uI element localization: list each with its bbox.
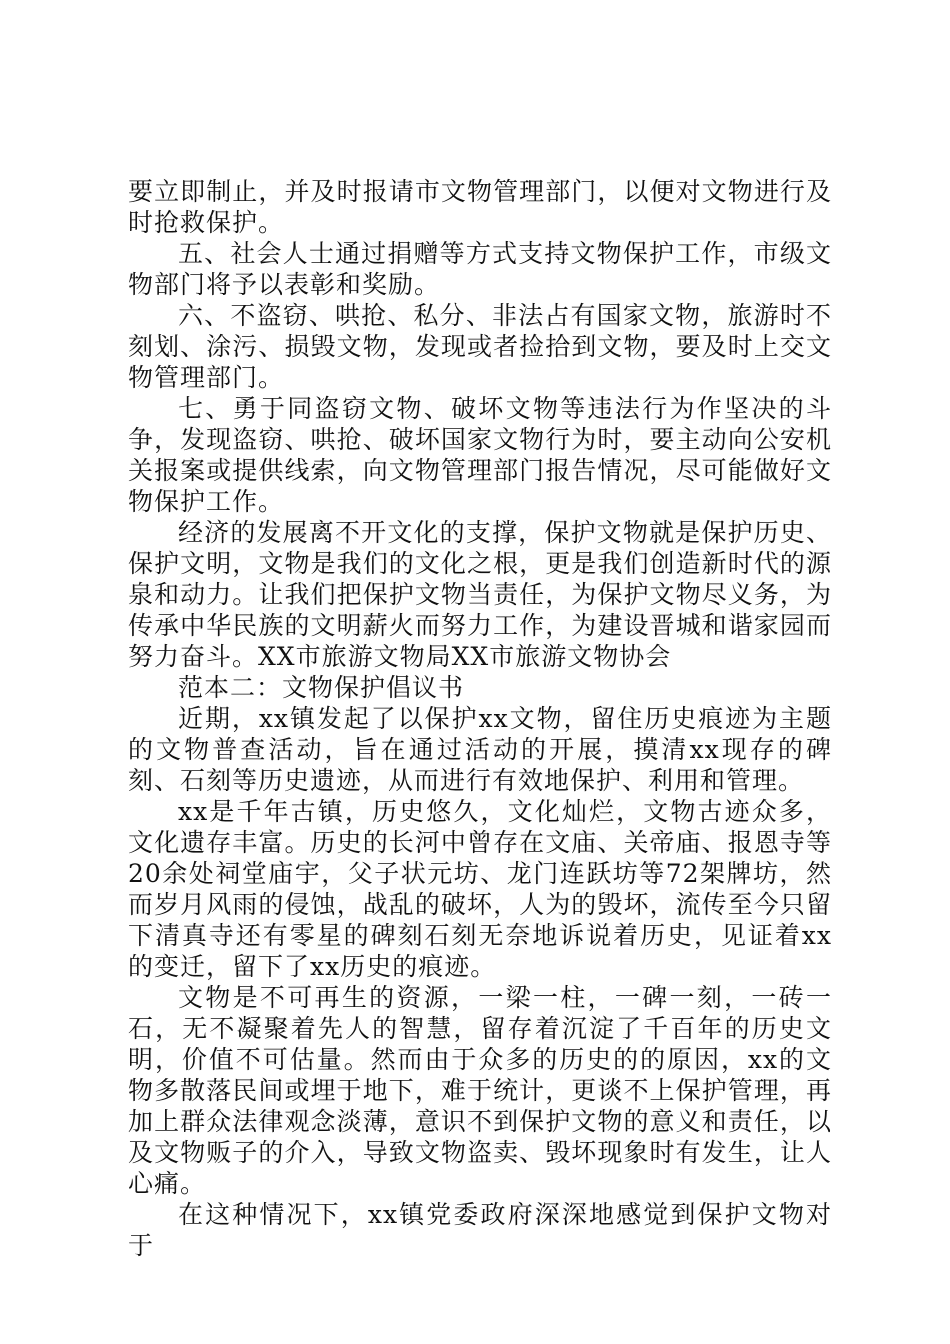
paragraph-item-seven: 七、勇于同盗窃文物、破坏文物等违法行为作坚决的斗争，发现盗窃、哄抢、破坏国家文物行为时，要主动向公安机关报案或提供线索，向文物管理部门报告情况，尽可能做好文物保护工作。 — [128, 394, 832, 516]
paragraph-situation: 在这种情况下，xx镇党委政府深深地感觉到保护文物对于 — [128, 1200, 832, 1260]
paragraph-history: xx是千年古镇，历史悠久，文化灿烂，文物古迹众多，文化遗存丰富。历史的长河中曾存在文庙、关帝庙、报恩寺等20余处祠堂庙宇，父子状元坊、龙门连跃坊等72架牌坊，然而岁月风雨的侵蚀，战乱的破坏，人为的毁坏，流传至今只留下清真寺还有零星的碑刻石刻无奈地诉说着历史，见证着xx的变迁，留下了xx历史的痕迹。 — [128, 797, 832, 981]
document-body — [128, 176, 832, 1261]
paragraph-closing: 经济的发展离不开文化的支撑，保护文物就是保护历史、保护文明，文物是我们的文化之根，更是我们创造新时代的源泉和动力。让我们把保护文物当责任，为保护文物尽义务，为传承中华民族的文明薪火而努力工作，为建设晋城和谐家园而努力奋斗。XX市旅游文物局XX市旅游文物协会 — [128, 518, 832, 671]
paragraph-intro: 近期，xx镇发起了以保护xx文物，留住历史痕迹为主题的文物普查活动，旨在通过活动的开展，摸清xx现存的碑刻、石刻等历史遗迹，从而进行有效地保护、利用和管理。 — [128, 704, 832, 795]
paragraph-item-five: 五、社会人士通过捐赠等方式支持文物保护工作，市级文物部门将予以表彰和奖励。 — [128, 239, 832, 299]
paragraph-heritage: 文物是不可再生的资源，一梁一柱，一碑一刻，一砖一石，无不凝聚着先人的智慧，留存着沉淀了千百年的历史文明，价值不可估量。然而由于众多的历史的的原因，xx的文物多散落民间或埋于地下，难于统计，更谈不上保护管理，再加上群众法律观念淡薄，意识不到保护文物的意义和责任，以及文物贩子的介入，导致文物盗卖、毁坏现象时有发生，让人心痛。 — [128, 983, 832, 1198]
paragraph-continuation: 要立即制止，并及时报请市文物管理部门，以便对文物进行及时抢救保护。 — [128, 177, 832, 237]
section-heading-sample-two: 范本二：文物保护倡议书 — [178, 673, 465, 702]
paragraph-item-six: 六、不盗窃、哄抢、私分、非法占有国家文物，旅游时不刻划、涂污、损毁文物，发现或者捡拾到文物，要及时上交文物管理部门。 — [128, 301, 832, 392]
